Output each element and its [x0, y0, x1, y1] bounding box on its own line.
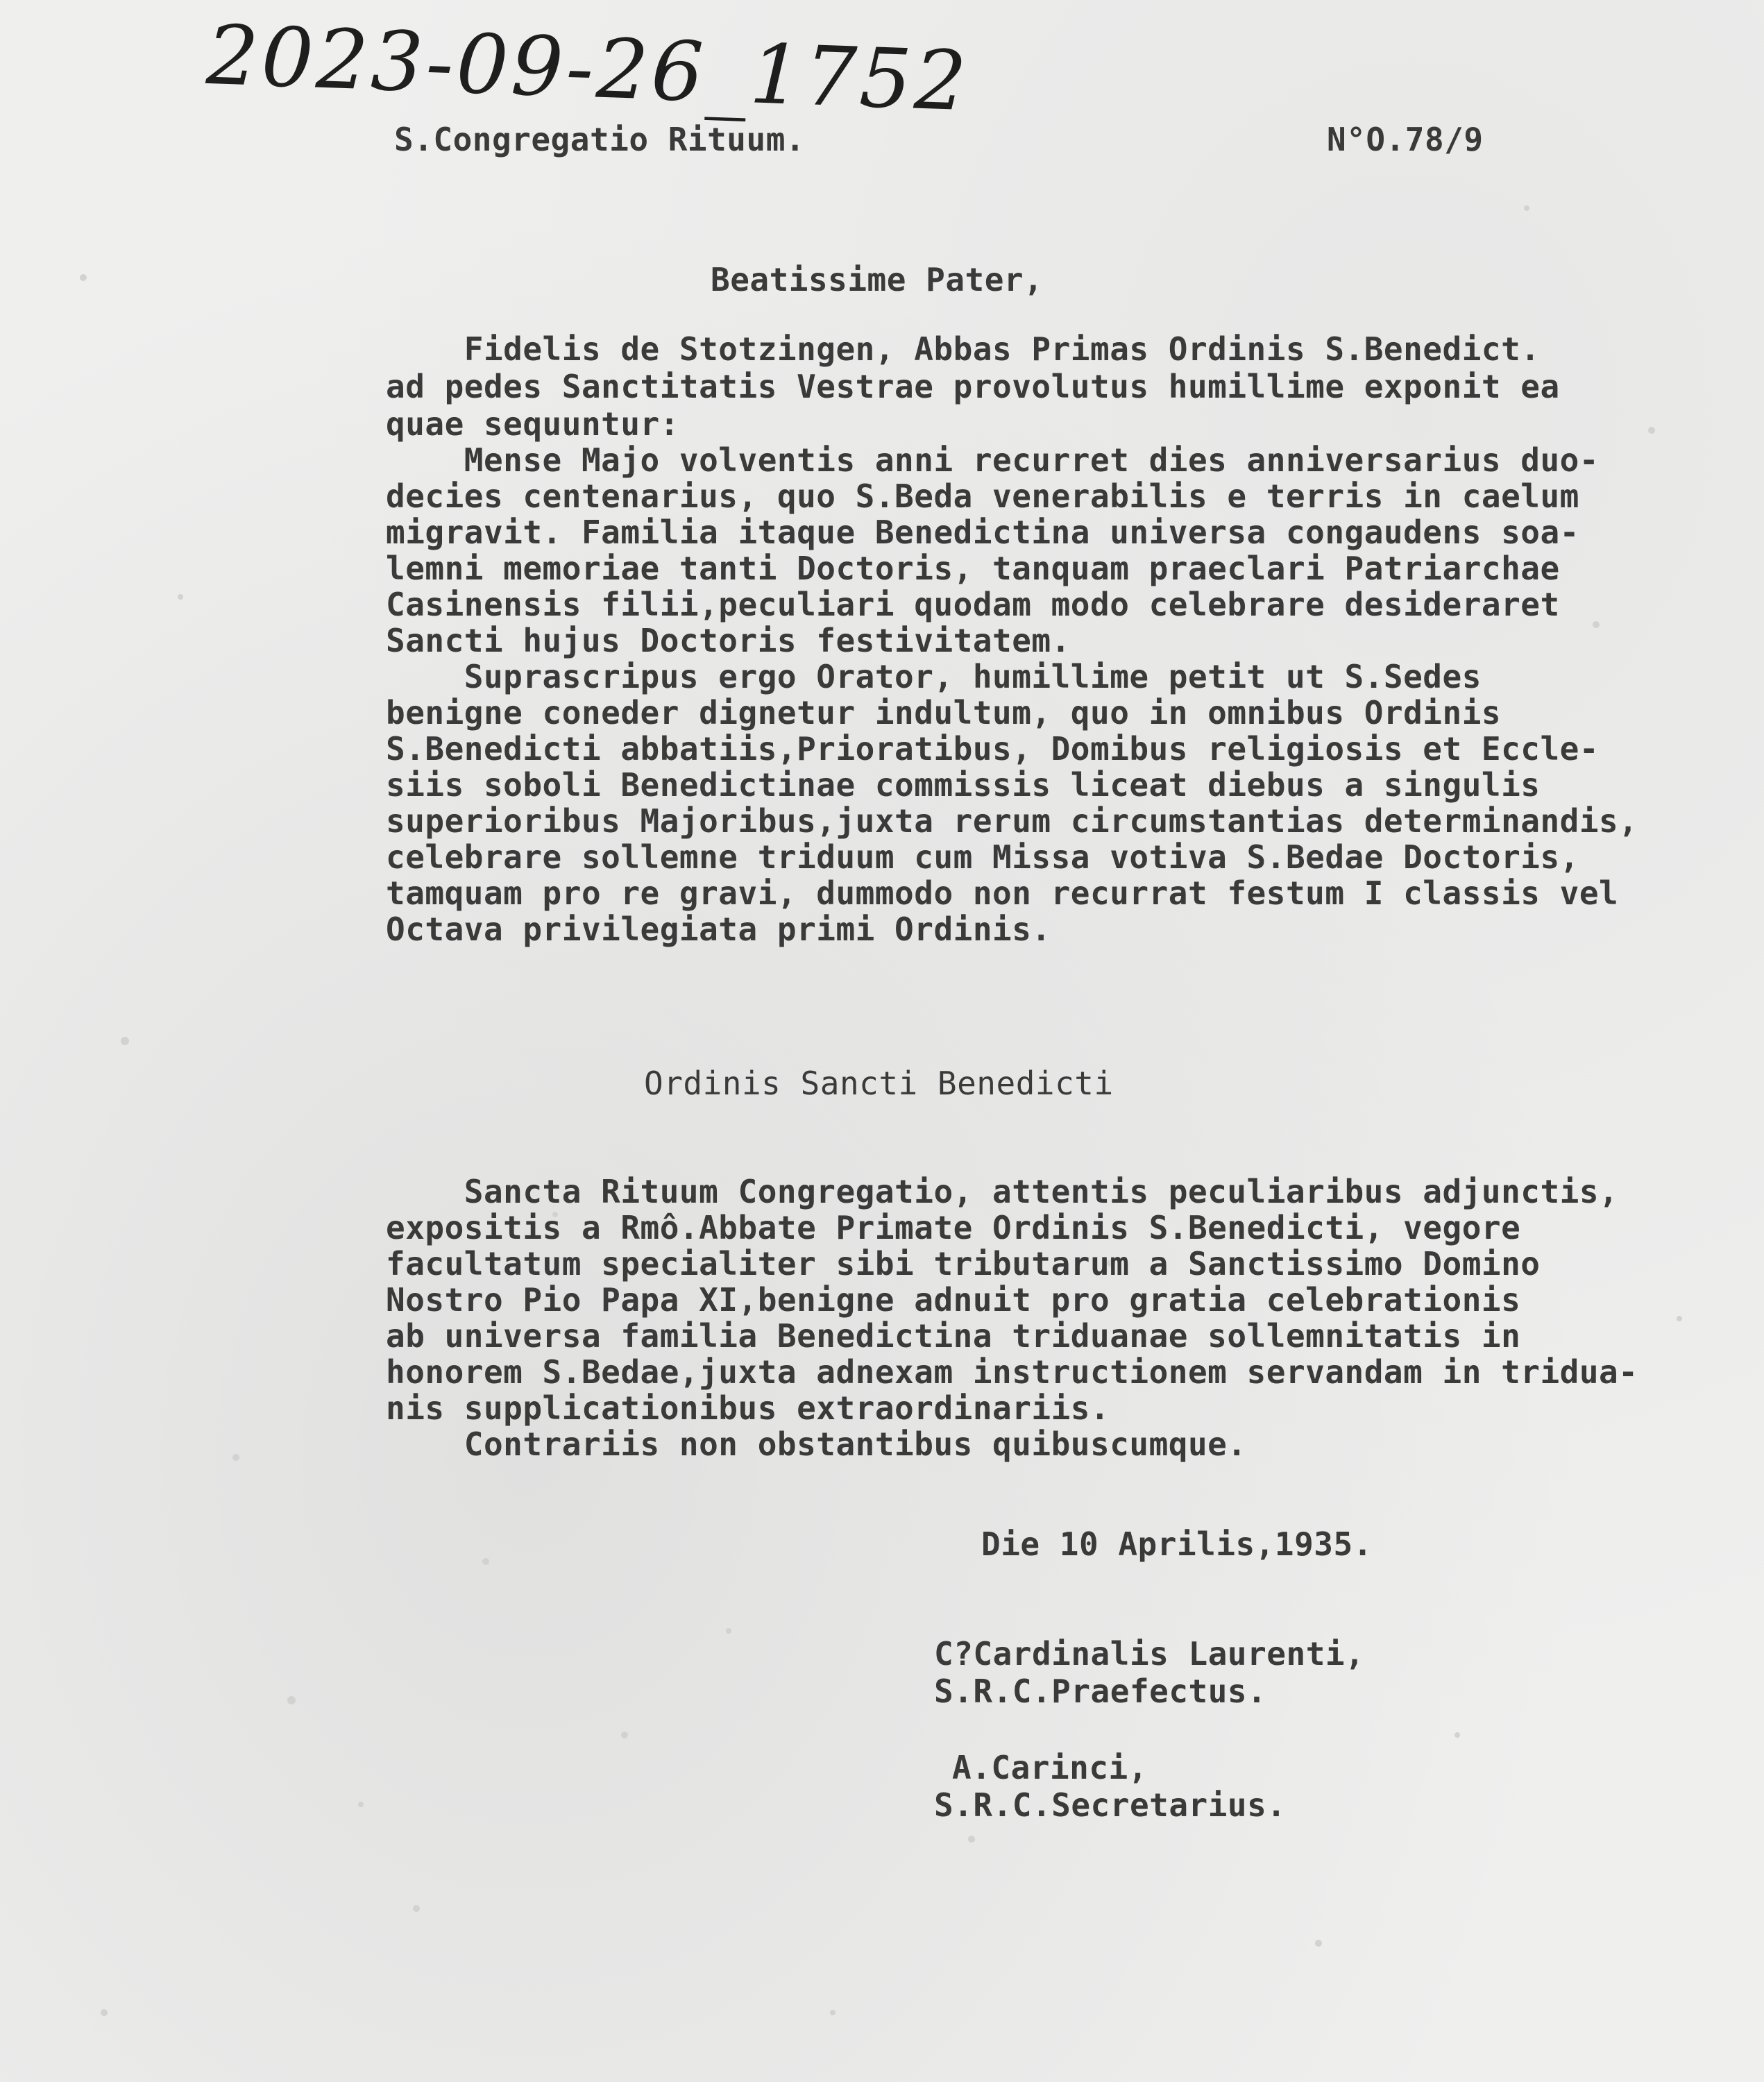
decree-line: Sancta Rituum Congregatio, attentis peculiaribus adjunctis,: [386, 1173, 1619, 1210]
petition-line: siis soboli Benedictinae commissis liceat diebus a singulis: [386, 766, 1541, 804]
petition-line: migravit. Familia itaque Benedictina universa congaudens soa-: [386, 514, 1579, 551]
decree-line: Nostro Pio Papa XI,benigne adnuit pro gratia celebrationis: [386, 1281, 1521, 1319]
petition-line: ad pedes Sanctitatis Vestrae provolutus humillime exponit ea: [386, 368, 1560, 405]
decree-line: expositis a Rmô.Abbate Primate Ordinis S.Benedicti, vegore: [386, 1209, 1521, 1246]
secretary-signature-name: A.Carinci,: [952, 1749, 1148, 1786]
petition-line: Fidelis de Stotzingen, Abbas Primas Ordinis S.Benedict.: [386, 330, 1541, 368]
salutation: Beatissime Pater,: [711, 261, 1044, 298]
decree-line: facultatum specialiter sibi tributarum a Sanctissimo Domino: [386, 1245, 1541, 1283]
decree-date: Die 10 Aprilis,1935.: [981, 1525, 1373, 1563]
decree-title: Ordinis Sancti Benedicti: [644, 1065, 1114, 1102]
petition-line: tamquam pro re gravi, dummodo non recurrat festum I classis vel: [386, 874, 1619, 912]
handwritten-archive-note: 2023-09-26_1752: [205, 7, 971, 130]
decree-line: nis supplicationibus extraordinariis.: [386, 1389, 1110, 1427]
petition-line: S.Benedicti abbatiis,Prioratibus, Domibus religiosis et Eccle-: [386, 730, 1600, 768]
petition-line: lemni memoriae tanti Doctoris, tanquam praeclari Patriarchae: [386, 550, 1560, 587]
petition-line: celebrare sollemne triduum cum Missa votiva S.Bedae Doctoris,: [386, 838, 1579, 876]
petition-line: quae sequuntur:: [386, 405, 679, 443]
decree-line: Contrariis non obstantibus quibuscumque.: [386, 1425, 1247, 1463]
petition-line: Casinensis filii,peculiari quodam modo celebrare desideraret: [386, 586, 1560, 623]
petition-line: Sancti hujus Doctoris festivitatem.: [386, 622, 1071, 659]
prefect-signature-title: S.R.C.Praefectus.: [934, 1673, 1267, 1710]
secretary-signature-title: S.R.C.Secretarius.: [934, 1786, 1287, 1824]
petition-line: Suprascripus ergo Orator, humillime petit ut S.Sedes: [386, 658, 1482, 695]
issuer-heading: S.Congregatio Rituum.: [394, 121, 806, 158]
decree-line: ab universa familia Benedictina triduanae sollemnitatis in: [386, 1317, 1521, 1355]
prefect-signature-name: C?Cardinalis Laurenti,: [934, 1635, 1365, 1673]
petition-line: benigne coneder dignetur indultum, quo in omnibus Ordinis: [386, 694, 1502, 731]
protocol-number: N°O.78/9: [1327, 121, 1484, 158]
decree-line: honorem S.Bedae,juxta adnexam instructionem servandam in tridua-: [386, 1353, 1638, 1391]
petition-line: superioribus Majoribus,juxta rerum circumstantias determinandis,: [386, 802, 1638, 840]
petition-line: Octava privilegiata primi Ordinis.: [386, 911, 1051, 948]
petition-line: Mense Majo volventis anni recurret dies anniversarius duo-: [386, 441, 1600, 479]
petition-line: decies centenarius, quo S.Beda venerabilis e terris in caelum: [386, 477, 1579, 515]
